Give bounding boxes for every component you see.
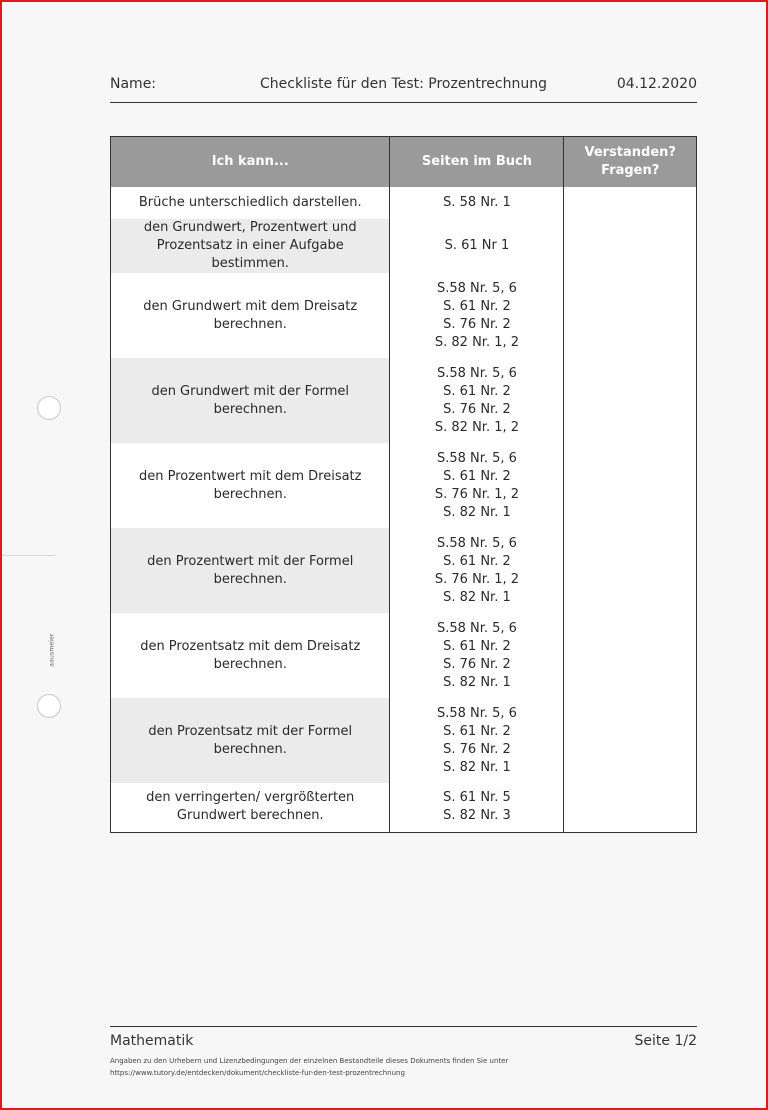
checklist-table — [110, 136, 697, 833]
page-reference: S. 76 Nr. 2 — [443, 741, 511, 757]
pages-cell — [390, 783, 564, 832]
page-reference: S. 82 Nr. 1, 2 — [434, 334, 520, 350]
page-reference: S. 82 Nr. 3 — [443, 808, 511, 824]
pages-cell — [390, 273, 564, 358]
understood-cell[interactable] — [564, 528, 697, 613]
license-text: Angaben zu den Urhebern und Lizenzbedingungen der einzelnen Bestandteile dieses Dokuments finden Sie unter — [110, 1057, 509, 1065]
page-reference: S. 61 Nr 1 — [444, 238, 510, 253]
page-reference: S. 82 Nr. 1 — [443, 759, 511, 775]
table-row — [111, 698, 697, 783]
understood-cell[interactable] — [564, 273, 697, 358]
page-reference: S. 82 Nr. 1 — [443, 589, 511, 605]
skill-cell: den Grundwert, Prozentwert und Prozentsatz in einer Aufgabe bestimmen. — [111, 219, 390, 273]
skill-cell: Brüche unterschiedlich darstellen. — [111, 187, 390, 219]
page-footer — [110, 1026, 697, 1077]
punch-hole-marker — [37, 694, 61, 718]
page-reference: S. 61 Nr. 2 — [443, 723, 511, 739]
pages-cell — [390, 698, 564, 783]
license-url[interactable]: https://www.tutory.de/entdecken/dokument/checkliste-fur-den-test-prozentrechnung — [110, 1069, 405, 1077]
understood-cell[interactable] — [564, 698, 697, 783]
page-reference: S. 61 Nr. 2 — [443, 638, 511, 654]
understood-cell[interactable] — [564, 443, 697, 528]
page-reference: S. 76 Nr. 2 — [443, 316, 511, 332]
pages-cell — [390, 443, 564, 528]
page-reference: S. 82 Nr. 1 — [443, 674, 511, 690]
understood-cell[interactable] — [564, 358, 697, 443]
column-header-skill: Ich kann... — [111, 137, 390, 188]
page-reference: S. 61 Nr. 2 — [443, 383, 511, 399]
table-header-row — [111, 137, 697, 188]
table-row — [111, 443, 697, 528]
table-row — [111, 783, 697, 832]
page-reference: S.58 Nr. 5, 6 — [436, 450, 517, 466]
column-header-understood: Verstanden? Fragen? — [564, 137, 697, 188]
footer-page-number: Seite 1/2 — [634, 1033, 697, 1049]
page-reference: S.58 Nr. 5, 6 — [436, 620, 517, 636]
page-reference: S.58 Nr. 5, 6 — [436, 365, 517, 381]
name-label: Name: — [110, 76, 157, 92]
page-reference: S. 76 Nr. 2 — [443, 656, 511, 672]
understood-cell[interactable] — [564, 783, 697, 832]
punch-hole-marker — [37, 396, 61, 420]
column-header-pages: Seiten im Buch — [390, 137, 564, 188]
skill-cell: den Prozentwert mit dem Dreisatz berechnen. — [111, 443, 390, 528]
skill-cell: den Grundwert mit dem Dreisatz berechnen. — [111, 273, 390, 358]
table-row — [111, 219, 697, 273]
understood-cell[interactable] — [564, 219, 697, 273]
page-reference: S. 61 Nr. 2 — [443, 298, 511, 314]
skill-cell: den Prozentsatz mit der Formel berechnen. — [111, 698, 390, 783]
pages-cell — [390, 358, 564, 443]
pages-cell — [390, 613, 564, 698]
page-reference: S. 61 Nr. 2 — [443, 553, 511, 569]
pages-cell — [390, 187, 564, 219]
header-date: 04.12.2020 — [616, 76, 697, 92]
page-reference: S. 61 Nr. 5 — [443, 790, 511, 806]
fold-mark — [2, 555, 55, 556]
page-reference: S. 82 Nr. 1, 2 — [434, 419, 520, 435]
table-row — [111, 187, 697, 219]
page-title: Checkliste für den Test: Prozentrechnung — [260, 76, 547, 92]
page-reference: S. 76 Nr. 2 — [443, 401, 511, 417]
page-reference: S. 76 Nr. 1, 2 — [434, 571, 520, 587]
page-reference: S.58 Nr. 5, 6 — [436, 280, 517, 296]
pages-cell — [390, 528, 564, 613]
table-row — [111, 358, 697, 443]
page-reference: S. 58 Nr. 1 — [443, 195, 511, 210]
skill-cell: den Grundwert mit der Formel berechnen. — [111, 358, 390, 443]
page-reference: S.58 Nr. 5, 6 — [436, 535, 517, 551]
page-reference: S. 82 Nr. 1 — [443, 504, 511, 520]
page-reference: S. 61 Nr. 2 — [443, 468, 511, 484]
skill-cell: den Prozentwert mit der Formel berechnen. — [111, 528, 390, 613]
table-row — [111, 613, 697, 698]
understood-cell[interactable] — [564, 187, 697, 219]
page-reference: S. 76 Nr. 1, 2 — [434, 486, 520, 502]
footer-subject: Mathematik — [110, 1033, 194, 1049]
footer-license-note — [110, 1055, 697, 1079]
pages-cell — [390, 219, 564, 273]
table-row — [111, 273, 697, 358]
side-author-label: aausmeier — [48, 633, 56, 667]
page-header — [110, 76, 697, 103]
understood-cell[interactable] — [564, 613, 697, 698]
page-reference: S.58 Nr. 5, 6 — [436, 705, 517, 721]
table-row — [111, 528, 697, 613]
skill-cell: den verringerten/ vergrößterten Grundwert berechnen. — [111, 783, 390, 832]
skill-cell: den Prozentsatz mit dem Dreisatz berechnen. — [111, 613, 390, 698]
